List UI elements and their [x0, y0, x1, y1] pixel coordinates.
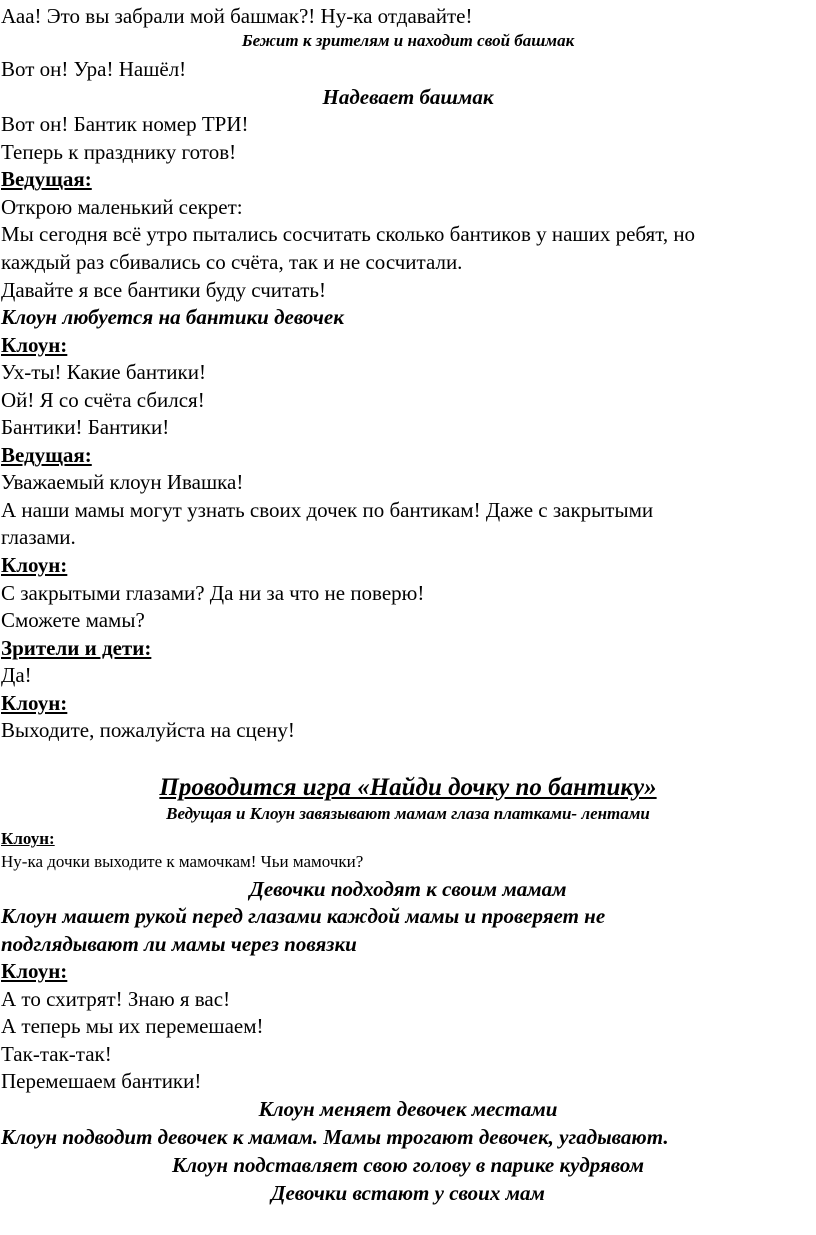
- speaker-label: Ведущая:: [1, 167, 92, 191]
- stage-direction: Клоун машет рукой перед глазами каждой мамы и проверяет не: [1, 904, 606, 928]
- dialogue-line: Уважаемый клоун Ивашка!: [1, 470, 244, 494]
- dialogue-line: глазами.: [1, 525, 76, 549]
- dialogue-line: Теперь к празднику готов!: [1, 140, 237, 164]
- speaker-label: Клоун:: [1, 553, 68, 577]
- dialogue-line: Бантики! Бантики!: [1, 415, 170, 439]
- stage-direction: Надевает башмак: [322, 85, 494, 109]
- speaker-label: Клоун:: [1, 959, 68, 983]
- stage-direction: Бежит к зрителям и находит свой башмак: [241, 31, 575, 50]
- dialogue-line: каждый раз сбивались со счёта, так и не сосчитали.: [1, 250, 463, 274]
- stage-direction: Ведущая и Клоун завязывают мамам глаза платками- лентами: [166, 804, 650, 823]
- dialogue-line: А наши мамы могут узнать своих дочек по бантикам! Даже с закрытыми: [1, 498, 654, 522]
- speaker-label: Зрители и дети:: [1, 636, 152, 660]
- stage-direction: Девочки встают у своих мам: [271, 1181, 545, 1205]
- speaker-label: Ведущая:: [1, 443, 92, 467]
- dialogue-line: Ух-ты! Какие бантики!: [1, 360, 206, 384]
- stage-direction: Клоун подводит девочек к мамам. Мамы трогают девочек, угадывают.: [1, 1125, 669, 1149]
- dialogue-line: Мы сегодня всё утро пытались сосчитать сколько бантиков у наших ребят, но: [1, 222, 696, 246]
- dialogue-line: А теперь мы их перемешаем!: [1, 1014, 264, 1038]
- stage-direction: Девочки подходят к своим мамам: [249, 877, 567, 901]
- stage-direction: подглядывают ли мамы через повязки: [1, 932, 357, 956]
- dialogue-line: Перемешаем бантики!: [1, 1069, 202, 1093]
- speaker-label: Клоун:: [1, 691, 68, 715]
- dialogue-line: Так-так-так!: [1, 1042, 112, 1066]
- stage-direction: Клоун меняет девочек местами: [258, 1097, 558, 1121]
- dialogue-line: А то схитрят! Знаю я вас!: [1, 987, 231, 1011]
- dialogue-line: Да!: [1, 663, 32, 687]
- stage-direction: Клоун подставляет свою голову в парике кудрявом: [171, 1153, 644, 1177]
- dialogue-line: Ааа! Это вы забрали мой башмак?! Ну-ка отдавайте!: [1, 4, 473, 28]
- dialogue-line: Ну-ка дочки выходите к мамочкам! Чьи мамочки?: [1, 852, 364, 871]
- dialogue-line: С закрытыми глазами? Да ни за что не поверю!: [1, 581, 425, 605]
- dialogue-line: Вот он! Ура! Нашёл!: [1, 57, 187, 81]
- dialogue-line: Вот он! Бантик номер ТРИ!: [1, 112, 249, 136]
- stage-direction: Клоун любуется на бантики девочек: [1, 305, 344, 329]
- dialogue-line: Выходите, пожалуйста на сцену!: [1, 718, 295, 742]
- dialogue-line: Ой! Я со счёта сбился!: [1, 388, 205, 412]
- section-heading: Проводится игра «Найди дочку по бантику»: [159, 774, 657, 801]
- speaker-label: Клоун:: [1, 829, 55, 848]
- speaker-label: Клоун:: [1, 333, 68, 357]
- dialogue-line: Давайте я все бантики буду считать!: [1, 278, 326, 302]
- dialogue-line: Открою маленький секрет:: [1, 195, 243, 219]
- dialogue-line: Сможете мамы?: [1, 608, 145, 632]
